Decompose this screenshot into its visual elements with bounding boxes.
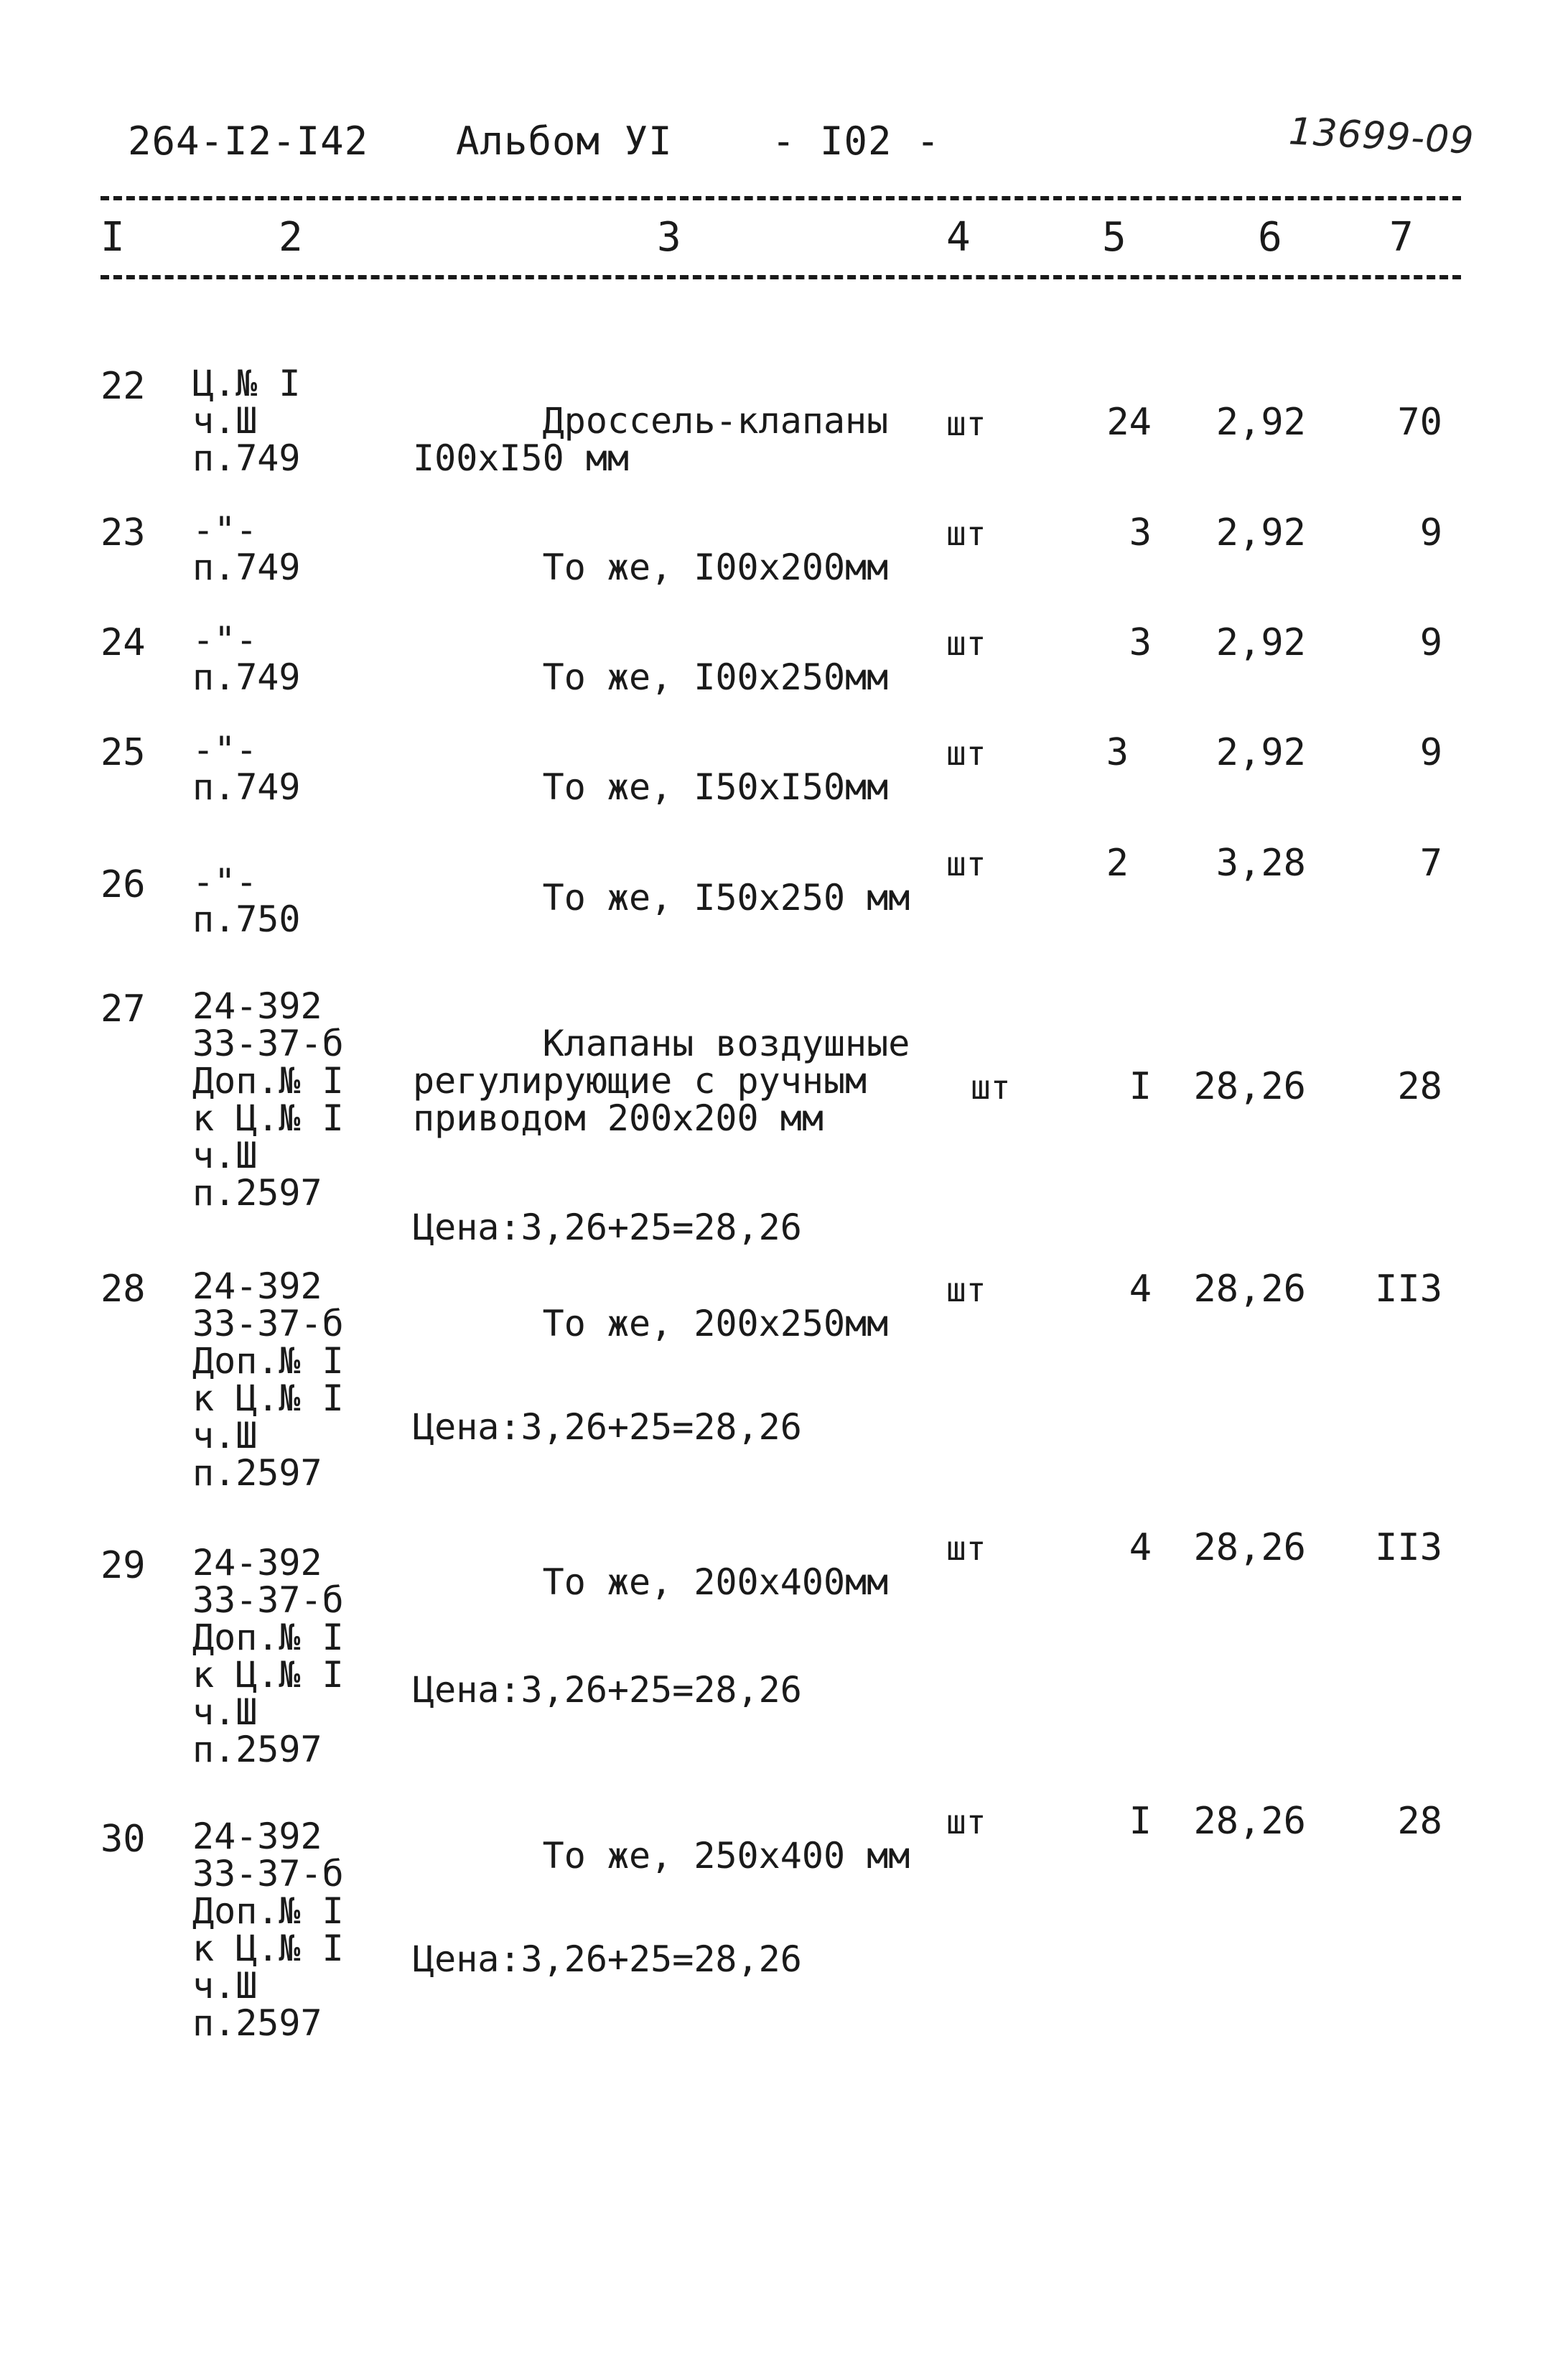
column-number-7: 7	[1389, 214, 1414, 261]
row-quantity: 4	[1129, 1526, 1152, 1569]
row-quantity: 3	[1129, 621, 1152, 664]
row-price: 2,92	[1215, 511, 1306, 554]
row-unit: шт	[946, 624, 986, 663]
row-reference: -"- п.750	[192, 861, 301, 940]
document-code: 264-I2-I42	[128, 118, 369, 164]
row-number: 25	[101, 731, 146, 774]
column-number-4: 4	[946, 214, 971, 261]
row-unit: шт	[946, 1803, 986, 1841]
row-name: То же, I50x250 мм	[542, 877, 910, 919]
row-reference: 24-392 33-37-б Доп.№ I к Ц.№ I ч.Ш п.2597	[192, 1265, 344, 1494]
row-name: То же, I50xI50мм	[542, 766, 889, 808]
row-description	[413, 621, 888, 733]
row-quantity: 3	[1129, 511, 1152, 554]
row-reference: -"- п.749	[192, 509, 301, 588]
row-quantity: I	[1129, 1065, 1152, 1108]
row-price: 28,26	[1193, 1065, 1306, 1108]
row-number: 22	[101, 365, 146, 408]
row-name: Клапаны воздушные регулирующие с ручным приводом 200x200 мм	[413, 1023, 910, 1139]
row-total: 70	[1397, 401, 1442, 444]
row-number: 27	[101, 987, 146, 1031]
row-price-note: Цена:3,26+25=28,26	[413, 1406, 802, 1448]
row-description	[413, 1268, 888, 1520]
row-price: 2,92	[1215, 621, 1306, 664]
row-total: 9	[1419, 731, 1442, 774]
header-divider-top	[101, 196, 1461, 200]
row-total: 28	[1397, 1065, 1442, 1108]
album-label: Альбом УI	[456, 118, 673, 164]
column-number-2: 2	[279, 214, 303, 261]
row-number: 24	[101, 621, 146, 664]
row-total: 7	[1419, 842, 1442, 885]
row-description	[413, 365, 888, 514]
row-description	[413, 1800, 910, 2053]
handwritten-number: 13699-09	[1287, 110, 1475, 163]
column-number-1: I	[101, 214, 125, 261]
row-number: 30	[101, 1818, 146, 1861]
column-number-6: 6	[1258, 214, 1282, 261]
row-unit: шт	[946, 514, 986, 553]
row-price: 2,92	[1215, 731, 1306, 774]
row-price-note: Цена:3,26+25=28,26	[413, 1207, 802, 1248]
row-quantity: 3	[1106, 731, 1129, 774]
column-number-3: 3	[657, 214, 681, 261]
row-total: II3	[1375, 1526, 1442, 1569]
row-price: 28,26	[1193, 1268, 1306, 1311]
row-price-note: Цена:3,26+25=28,26	[413, 1938, 802, 1980]
row-description	[413, 842, 910, 954]
row-unit: шт	[946, 1529, 986, 1568]
row-total: 28	[1397, 1800, 1442, 1843]
row-unit: шт	[946, 404, 986, 443]
row-reference: -"- п.749	[192, 729, 301, 808]
row-name: То же, 200x250мм	[542, 1303, 889, 1344]
row-reference: 24-392 33-37-б Доп.№ I к Ц.№ I ч.Ш п.2597	[192, 1816, 344, 2044]
row-total: II3	[1375, 1268, 1442, 1311]
column-number-5: 5	[1102, 214, 1126, 261]
row-price: 2,92	[1215, 401, 1306, 444]
row-unit: шт	[946, 734, 986, 773]
row-number: 28	[101, 1268, 146, 1311]
row-unit: шт	[946, 1270, 986, 1309]
row-reference: -"- п.749	[192, 619, 301, 698]
row-price: 3,28	[1215, 842, 1306, 885]
row-quantity: 24	[1106, 401, 1152, 444]
header-divider-bottom	[101, 275, 1461, 279]
row-name: То же, 200x400мм	[542, 1561, 889, 1603]
row-description	[413, 731, 888, 843]
row-unit: шт	[971, 1068, 1011, 1107]
row-reference: Ц.№ I ч.Ш п.749	[192, 363, 301, 479]
row-unit: шт	[946, 845, 986, 883]
row-number: 26	[101, 863, 146, 906]
row-quantity: 2	[1106, 842, 1129, 885]
row-price: 28,26	[1193, 1526, 1306, 1569]
row-price: 28,26	[1193, 1800, 1306, 1843]
row-number: 23	[101, 511, 146, 554]
row-reference: 24-392 33-37-б Доп.№ I к Ц.№ I ч.Ш п.2597	[192, 1542, 344, 1770]
row-quantity: 4	[1129, 1268, 1152, 1311]
page-number: - I02 -	[772, 118, 941, 164]
row-description	[413, 511, 888, 623]
row-total: 9	[1419, 621, 1442, 664]
row-price-note: Цена:3,26+25=28,26	[413, 1669, 802, 1711]
row-name: То же, I00x250мм	[542, 656, 889, 698]
row-quantity: I	[1129, 1800, 1152, 1843]
row-name: То же, I00x200мм	[542, 547, 889, 588]
row-total: 9	[1419, 511, 1442, 554]
row-name: Дроссель-клапаны I00xI50 мм	[413, 400, 889, 479]
row-number: 29	[101, 1544, 146, 1587]
row-description	[413, 1526, 888, 1783]
row-name: То же, 250x400 мм	[542, 1835, 910, 1877]
row-reference: 24-392 33-37-б Доп.№ I к Ц.№ I ч.Ш п.2597	[192, 985, 344, 1214]
